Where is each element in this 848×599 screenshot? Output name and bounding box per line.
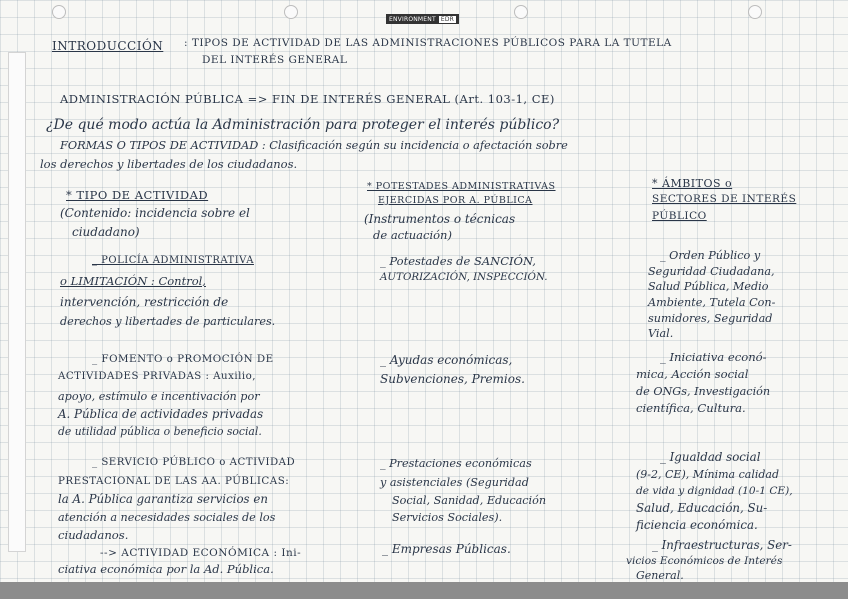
brand-logo [386,14,459,24]
row-potestades: AUTORIZACIÓN, INSPECCIÓN. [380,271,548,283]
row-potestades: Subvenciones, Premios. [380,372,525,386]
intro-line: los derechos y libertades de los ciudadanos. [40,157,298,171]
row-ambitos: científica, Cultura. [636,401,746,415]
row-tipo: _ POLICÍA ADMINISTRATIVA [92,255,254,266]
punch-hole [284,5,298,19]
title-label: INTRODUCCIÓN [52,39,164,53]
row-ambitos: de vida y dignidad (10-1 CE), [636,485,793,497]
row-tipo: ciudadanos. [58,528,129,542]
row-potestades: _ Ayudas económicas, [380,353,513,367]
row-tipo: la A. Pública garantiza servicios en [58,492,268,506]
row-potestades: _ Prestaciones económicas [380,457,532,470]
row-ambitos: vicios Económicos de Interés [626,555,783,567]
row-potestades: y asistenciales (Seguridad [380,476,529,489]
row-tipo: o LIMITACIÓN : Control, [60,274,206,288]
row-tipo: apoyo, estímulo e incentivación por [58,390,260,403]
row-ambitos: mica, Acción social [636,367,749,381]
row-ambitos: Vial. [648,327,674,340]
margin-strip [8,52,26,552]
column-header: PÚBLICO [652,210,707,222]
row-ambitos: _ Orden Público y [660,249,761,262]
column-header: SECTORES DE INTERÉS [652,193,797,205]
punch-hole [748,5,762,19]
column-header: EJERCIDAS POR A. PÚBLICA [378,195,533,206]
column-subheader: ciudadano) [72,225,140,239]
row-potestades: _ Potestades de SANCIÓN, [380,254,536,268]
column-subheader: de actuación) [373,228,452,242]
row-ambitos: _ Infraestructuras, Ser- [652,538,792,552]
row-tipo: --> ACTIVIDAD ECONÓMICA : Ini- [100,547,302,559]
title-text: : TIPOS DE ACTIVIDAD DE LAS ADMINISTRACIONES PÚBLICOS PARA LA TUTELA [184,37,672,49]
row-ambitos: General. [636,569,684,582]
column-header: * TIPO DE ACTIVIDAD [66,188,209,202]
row-ambitos: _ Iniciativa econó- [660,350,767,364]
punch-hole [52,5,66,19]
row-ambitos: Ambiente, Tutela Con- [648,296,776,309]
row-tipo: _ SERVICIO PÚBLICO o ACTIVIDAD [92,457,296,468]
row-potestades: _ Empresas Públicas. [382,542,511,556]
row-tipo: A. Pública de actividades privadas [58,407,264,421]
intro-line: FORMAS O TIPOS DE ACTIVIDAD : Clasificación según su incidencia o afectación sobre [60,139,568,152]
row-ambitos: Seguridad Ciudadana, [648,265,775,278]
punch-hole [514,5,528,19]
row-potestades: Servicios Sociales). [392,511,503,524]
row-tipo: de utilidad pública o beneficio social. [58,425,262,438]
row-ambitos: de ONGs, Investigación [636,385,771,398]
row-ambitos: ficiencia económica. [636,518,758,532]
row-ambitos: Salud Pública, Medio [648,280,769,293]
row-potestades: Social, Sanidad, Educación [392,494,547,507]
column-subheader: (Contenido: incidencia sobre el [60,206,250,220]
row-tipo: ciativa económica por la Ad. Pública. [58,562,274,576]
brand-name: ENVIRONMENT [389,15,436,23]
column-header: * POTESTADES ADMINISTRATIVAS [367,181,556,192]
row-ambitos: sumidores, Seguridad [648,312,773,325]
row-tipo: intervención, restricción de [60,295,229,309]
title-text: DEL INTERÉS GENERAL [202,54,348,66]
bottom-bar [0,582,848,599]
intro-line: ADMINISTRACIÓN PÚBLICA => FIN DE INTERÉS GENERAL (Art. 103-1, CE) [60,92,555,106]
brand-mark: EDR [440,15,455,23]
row-tipo: ACTIVIDADES PRIVADAS : Auxilio, [58,371,256,382]
row-ambitos: (9-2, CE), Mínima calidad [636,468,779,481]
row-tipo: _ FOMENTO o PROMOCIÓN DE [92,353,274,365]
column-header: * ÁMBITOS o [652,177,733,190]
column-subheader: (Instrumentos o técnicas [364,212,516,226]
row-ambitos: Salud, Educación, Su- [636,501,768,515]
row-tipo: derechos y libertades de particulares. [60,315,276,328]
row-tipo: PRESTACIONAL DE LAS AA. PÚBLICAS: [58,475,290,487]
row-ambitos: _ Igualdad social [660,450,761,464]
row-tipo: atención a necesidades sociales de los [58,511,276,524]
intro-line: ¿De qué modo actúa la Administración para proteger el interés público? [46,117,560,133]
